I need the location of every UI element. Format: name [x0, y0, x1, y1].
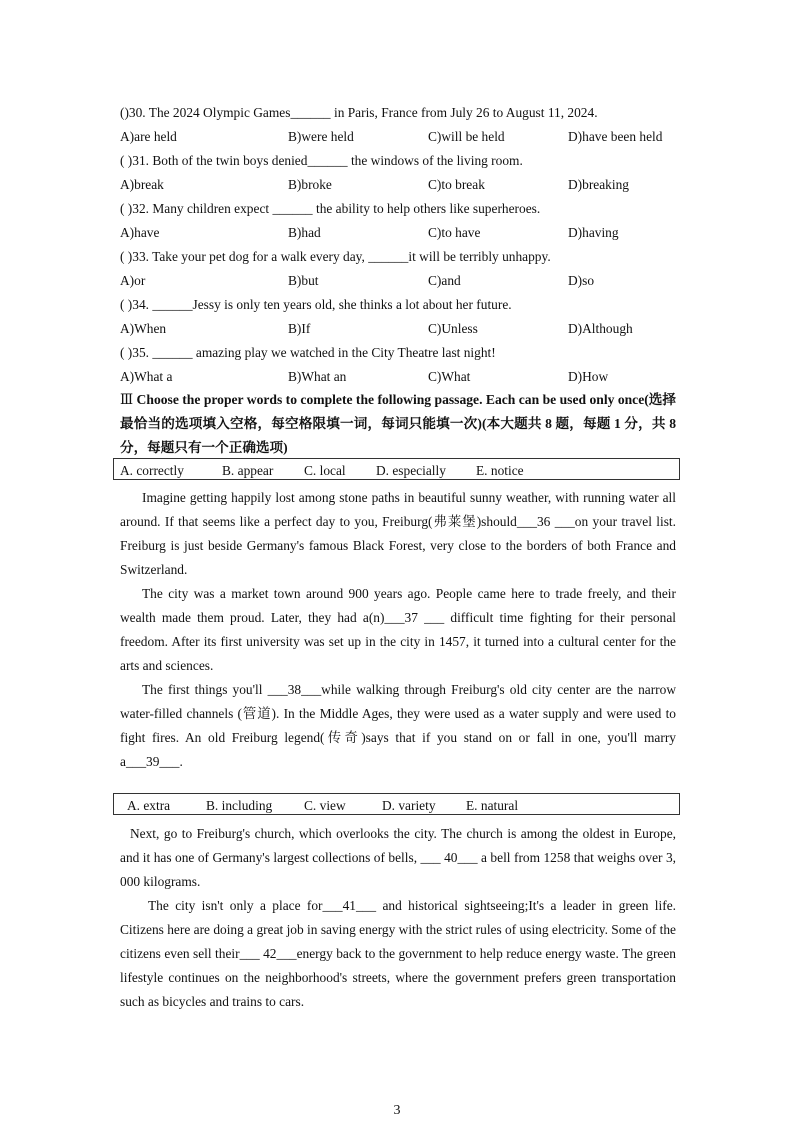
option-a: A)break [120, 177, 164, 192]
question-33-stem: ( )33. Take your pet dog for a walk every day, ______it will be terribly unhappy. [120, 249, 551, 264]
option-a: A)When [120, 321, 167, 336]
option-d: D)having [568, 225, 619, 240]
option-d: D)Although [568, 321, 633, 336]
word-bank-item: B. appear [222, 463, 274, 478]
option-a: A)or [120, 273, 146, 288]
option-c: C)What [428, 369, 471, 384]
question-30-stem: ()30. The 2024 Olympic Games______ in Paris, France from July 26 to August 11, 2024. [120, 105, 598, 120]
word-bank-item: D. variety [382, 798, 436, 813]
option-d: D)so [568, 273, 595, 288]
option-b: B)broke [288, 177, 332, 192]
passage-paragraph: Imagine getting happily lost among stone paths in beautiful sunny weather, with running water all around. If that seems like a perfect day to you, Freiburg(弗莱堡)should___36 ___on your travel list. Freiburg is just beside Germany's famous Black Forest, very close to the borders of both France and Switzerland. [120, 490, 676, 577]
passage-paragraph: Next, go to Freiburg's church, which overlooks the city. The church is among the oldest in Europe, and it has one of Germany's largest collections of bells, ___ 40___ a bell from 1258 that weighs over 3, 000 kilograms. [120, 826, 676, 889]
section-3-numeral: Ⅲ [120, 392, 134, 407]
option-d: D)have been held [568, 129, 663, 144]
option-b: B)were held [288, 129, 354, 144]
option-a: A)have [120, 225, 160, 240]
passage-paragraph: The city was a market town around 900 years ago. People came here to trade freely, and their wealth made them proud. Later, they had a(n)___37 ___ difficult time fighting for their personal freedom. After its first university was set up in the city in 1457, it turned into a cultural center for the arts and sciences. [120, 586, 676, 673]
option-c: C)will be held [428, 129, 505, 144]
page-number: 3 [393, 1103, 401, 1118]
question-34-stem: ( )34. ______Jessy is only ten years old, she thinks a lot about her future. [120, 297, 512, 312]
question-35-stem: ( )35. ______ amazing play we watched in the City Theatre last night! [120, 345, 496, 360]
question-32-stem: ( )32. Many children expect ______ the ability to help others like superheroes. [120, 201, 541, 216]
word-bank-item: B. including [206, 798, 273, 813]
word-bank-1 [113, 458, 680, 480]
word-bank-item: C. local [304, 463, 346, 478]
option-a: A)What a [120, 369, 173, 384]
word-bank-item: D. especially [376, 463, 446, 478]
section-3-instructions: Choose the proper words to complete the following passage. Each can be used only once(选择最恰当的选项填入空格，每空格限填一词，每词只能填一次)(本大题共 8 题，每题 1 分，共 8 分，每题只有一个正确选项) [120, 392, 676, 455]
option-d: D)breaking [568, 177, 629, 192]
option-c: C)Unless [428, 321, 478, 336]
word-bank-2 [113, 793, 680, 815]
option-c: C)to have [428, 225, 481, 240]
option-b: B)had [288, 225, 321, 240]
word-bank-item: E. natural [466, 798, 519, 813]
option-b: B)but [288, 273, 319, 288]
option-d: D)How [568, 369, 609, 384]
passage-paragraph: The city isn't only a place for___41___ and historical sightseeing;It's a leader in green life. Citizens here are doing a great job in saving energy with the strict rules of using electricity. Some of the citizens even sell their___ 42___energy back to the government to help reduce energy waste. The green lifestyle continues on the neighborhood's streets, where the government prefers green transportation such as bicycles and trains to cars. [120, 898, 676, 1009]
option-b: B)If [288, 321, 311, 336]
passage-paragraph: The first things you'll ___38___while walking through Freiburg's old city center are the narrow water-filled channels (管道). In the Middle Ages, they were used as a water supply and were used to fight fires. An old Freiburg legend(传奇)says that if you stand on or fall in one, you'll marry a___39___. [120, 682, 676, 769]
word-bank-item: A. correctly [120, 463, 184, 478]
option-c: C)to break [428, 177, 485, 192]
section-3-heading [120, 388, 676, 460]
question-31-stem: ( )31. Both of the twin boys denied______ the windows of the living room. [120, 153, 523, 168]
word-bank-item: C. view [304, 798, 346, 813]
option-a: A)are held [120, 129, 177, 144]
option-b: B)What an [288, 369, 347, 384]
word-bank-item: A. extra [127, 798, 171, 813]
option-c: C)and [428, 273, 461, 288]
word-bank-item: E. notice [476, 463, 524, 478]
